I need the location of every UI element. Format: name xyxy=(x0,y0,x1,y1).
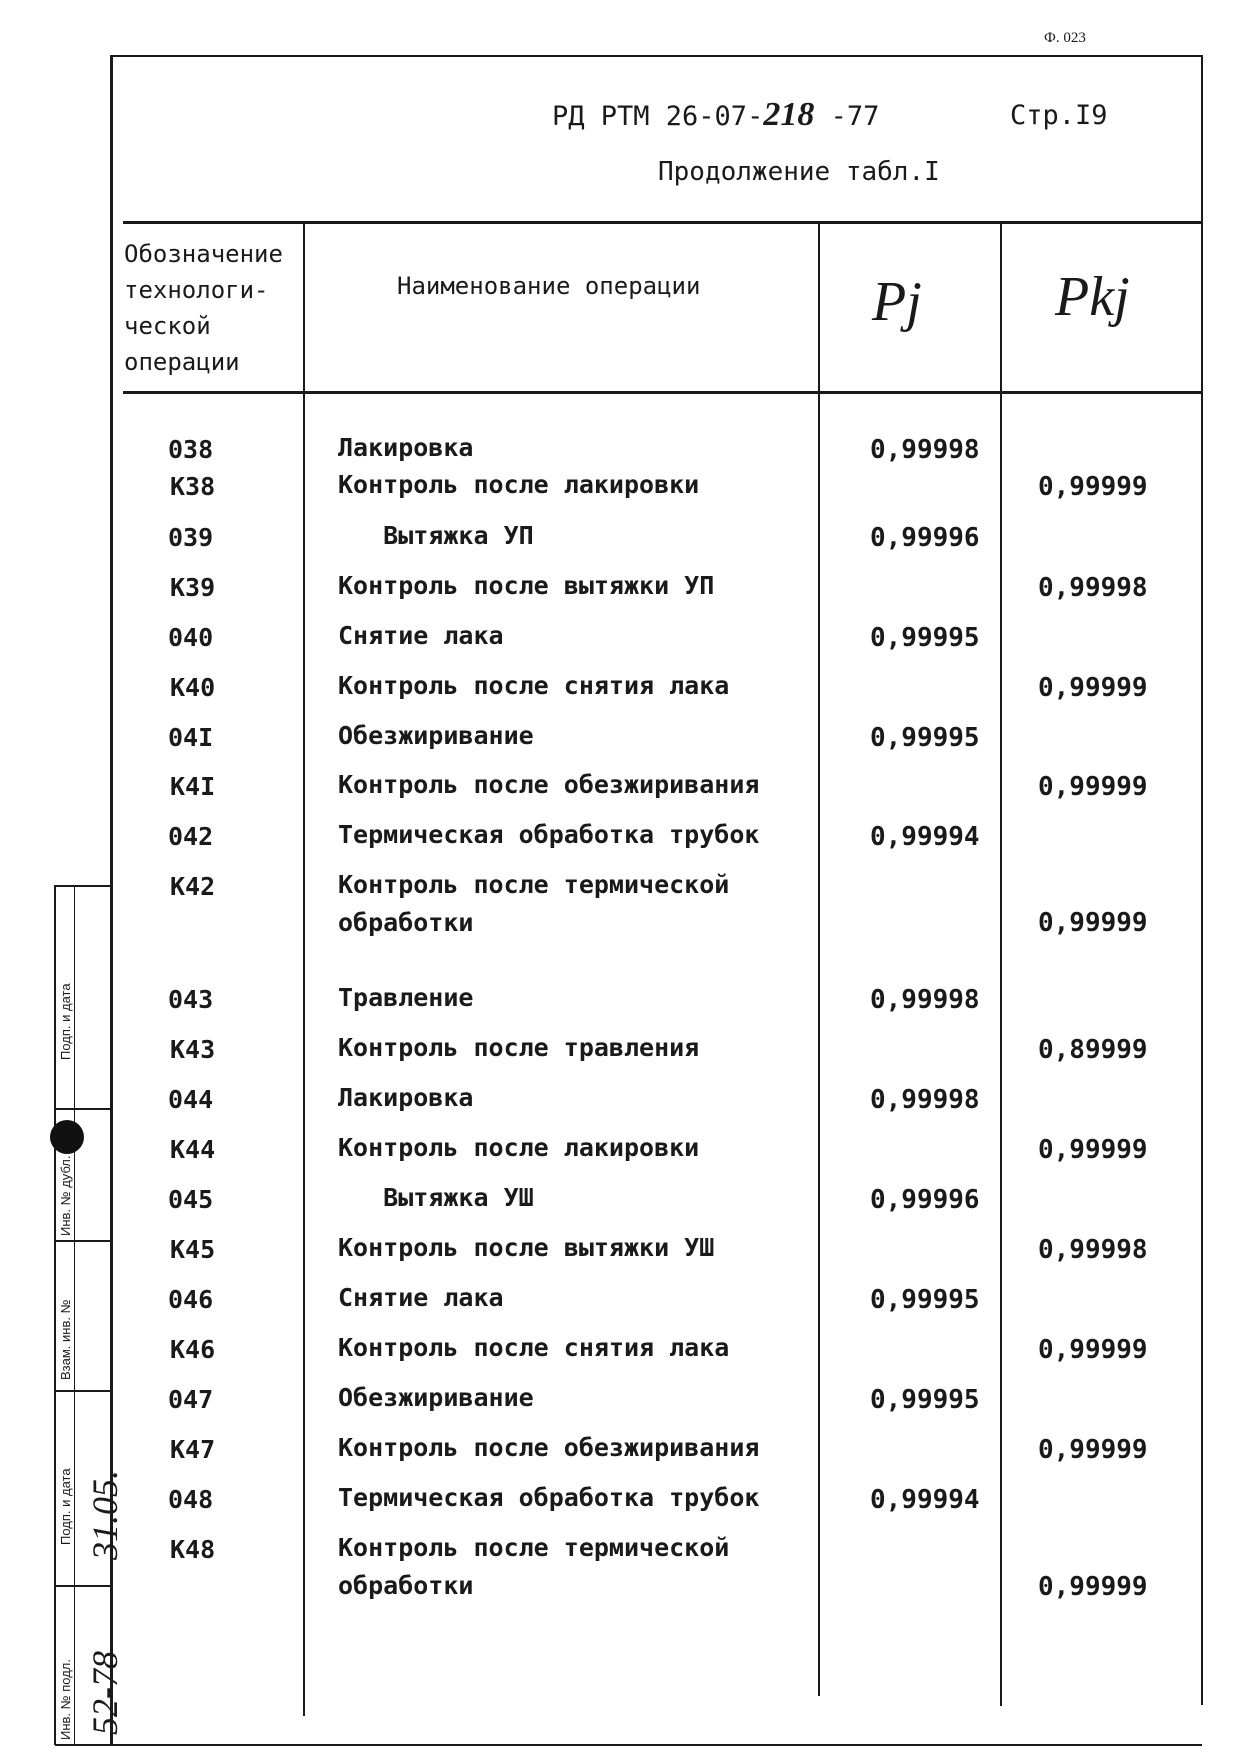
row-code: 047 xyxy=(168,1385,214,1414)
row-p-value: 0,99995 xyxy=(870,1285,980,1315)
handwritten-date: 31.05. xyxy=(85,1470,125,1560)
stamp-label-inv-podl: Инв. № подл. xyxy=(58,1659,73,1740)
table-top-line xyxy=(123,221,1201,224)
row-pk-value: 0,99999 xyxy=(1038,1135,1148,1165)
row-operation-name: Контроль после снятия лака xyxy=(338,1333,730,1362)
stamp-right-line xyxy=(110,885,112,1745)
row-pk-value: 0,99999 xyxy=(1038,1335,1148,1365)
row-operation-name: Контроль после обезжиривания xyxy=(338,1433,760,1462)
row-operation-name: Контроль после снятия лака xyxy=(338,671,730,700)
punch-hole-mark xyxy=(50,1120,84,1154)
stamp-sep-1 xyxy=(54,1108,112,1110)
row-pk-value: 0,99999 xyxy=(1038,908,1148,938)
row-code: 039 xyxy=(168,523,214,552)
frame-bottom xyxy=(55,1744,1202,1746)
doc-prefix: РД РТМ 26-07- xyxy=(552,101,764,132)
col-divider-3 xyxy=(1000,221,1002,1706)
row-code: К43 xyxy=(170,1035,216,1064)
stamp-inner-line xyxy=(74,885,75,1745)
document-code xyxy=(552,96,879,134)
stamp-label-sign-date-2: Подп. и дата xyxy=(58,1468,73,1545)
row-code: К46 xyxy=(170,1335,216,1364)
stamp-sep-4 xyxy=(54,1585,112,1587)
row-code: К40 xyxy=(170,673,216,702)
frame-right xyxy=(1201,55,1203,1705)
row-operation-name: Термическая обработка трубок xyxy=(338,820,760,849)
row-operation-name: Контроль после вытяжки УШ xyxy=(338,1233,715,1262)
form-code: Ф. 023 xyxy=(1044,30,1086,46)
col-divider-2 xyxy=(818,221,820,1696)
row-code: К48 xyxy=(170,1535,216,1564)
row-operation-name: Контроль после термической обработки xyxy=(338,1533,730,1600)
row-p-value: 0,99994 xyxy=(870,822,980,852)
stamp-left-line xyxy=(54,885,56,1745)
row-pk-value: 0,99998 xyxy=(1038,1235,1148,1265)
row-p-value: 0,99996 xyxy=(870,523,980,553)
row-operation-name: Лакировка xyxy=(338,433,474,462)
row-operation-name: Контроль после лакировки xyxy=(338,470,700,499)
stamp-top-line xyxy=(54,885,112,887)
row-p-value: 0,99996 xyxy=(870,1185,980,1215)
row-code: 048 xyxy=(168,1485,214,1514)
row-pk-value: 0,99999 xyxy=(1038,772,1148,802)
handwritten-inv-number: 52-78 xyxy=(85,1651,125,1735)
page-number: Стр.I9 xyxy=(1010,100,1108,131)
row-pk-value: 0,99999 xyxy=(1038,472,1148,502)
row-code: 044 xyxy=(168,1085,214,1114)
row-pk-value: 0,89999 xyxy=(1038,1035,1148,1065)
row-code: 04I xyxy=(168,723,214,752)
row-operation-name: Лакировка xyxy=(338,1083,474,1112)
row-pk-value: 0,99998 xyxy=(1038,573,1148,603)
p-column-header: Pj xyxy=(872,271,922,333)
row-code: 040 xyxy=(168,623,214,652)
frame-top xyxy=(112,55,1202,57)
col-divider-1 xyxy=(303,221,305,1716)
row-operation-name: Контроль после лакировки xyxy=(338,1133,700,1162)
row-p-value: 0,99995 xyxy=(870,623,980,653)
stamp-label-inv-dubl: Инв. № дубл. xyxy=(58,1155,73,1236)
doc-suffix: -77 xyxy=(814,101,880,132)
row-operation-name: Снятие лака xyxy=(338,621,504,650)
row-code: К39 xyxy=(170,573,216,602)
stamp-sep-3 xyxy=(54,1390,112,1392)
code-column-header: Обозначение технологи- ческой операции xyxy=(124,240,283,376)
row-operation-name: Травление xyxy=(338,983,474,1012)
row-code: 046 xyxy=(168,1285,214,1314)
doc-number: 218 xyxy=(763,96,815,133)
row-code: К45 xyxy=(170,1235,216,1264)
row-operation-name: Термическая обработка трубок xyxy=(338,1483,760,1512)
row-code: К38 xyxy=(170,472,216,501)
name-column-header: Наименование операции xyxy=(397,272,701,300)
row-code: 042 xyxy=(168,822,214,851)
row-p-value: 0,99995 xyxy=(870,1385,980,1415)
pk-column-header: Pkj xyxy=(1055,266,1130,328)
row-operation-name: Контроль после обезжиривания xyxy=(338,770,760,799)
row-p-value: 0,99998 xyxy=(870,435,980,465)
row-p-value: 0,99998 xyxy=(870,1085,980,1115)
row-operation-name: Обезжиривание xyxy=(338,721,534,750)
row-p-value: 0,99994 xyxy=(870,1485,980,1515)
row-code: К4I xyxy=(170,772,216,801)
stamp-label-vzam-inv: Взам. инв. № xyxy=(58,1299,73,1380)
row-pk-value: 0,99999 xyxy=(1038,673,1148,703)
continuation-label: Продолжение табл.I xyxy=(658,157,940,187)
row-code: К42 xyxy=(170,872,216,901)
row-code: К47 xyxy=(170,1435,216,1464)
row-code: 045 xyxy=(168,1185,214,1214)
row-operation-name: Обезжиривание xyxy=(338,1383,534,1412)
row-operation-name: Контроль после термической обработки xyxy=(338,870,730,937)
row-code: 038 xyxy=(168,435,214,464)
row-operation-name: Контроль после травления xyxy=(338,1033,700,1062)
header-bottom-line xyxy=(123,391,1201,394)
row-operation-name: Снятие лака xyxy=(338,1283,504,1312)
row-operation-name: Вытяжка УШ xyxy=(338,1183,534,1212)
stamp-label-sign-date-1: Подп. и дата xyxy=(58,983,73,1060)
row-code: 043 xyxy=(168,985,214,1014)
row-operation-name: Вытяжка УП xyxy=(338,521,534,550)
row-code: К44 xyxy=(170,1135,216,1164)
row-operation-name: Контроль после вытяжки УП xyxy=(338,571,715,600)
row-p-value: 0,99995 xyxy=(870,723,980,753)
row-pk-value: 0,99999 xyxy=(1038,1572,1148,1602)
stamp-sep-2 xyxy=(54,1240,112,1242)
row-pk-value: 0,99999 xyxy=(1038,1435,1148,1465)
row-p-value: 0,99998 xyxy=(870,985,980,1015)
